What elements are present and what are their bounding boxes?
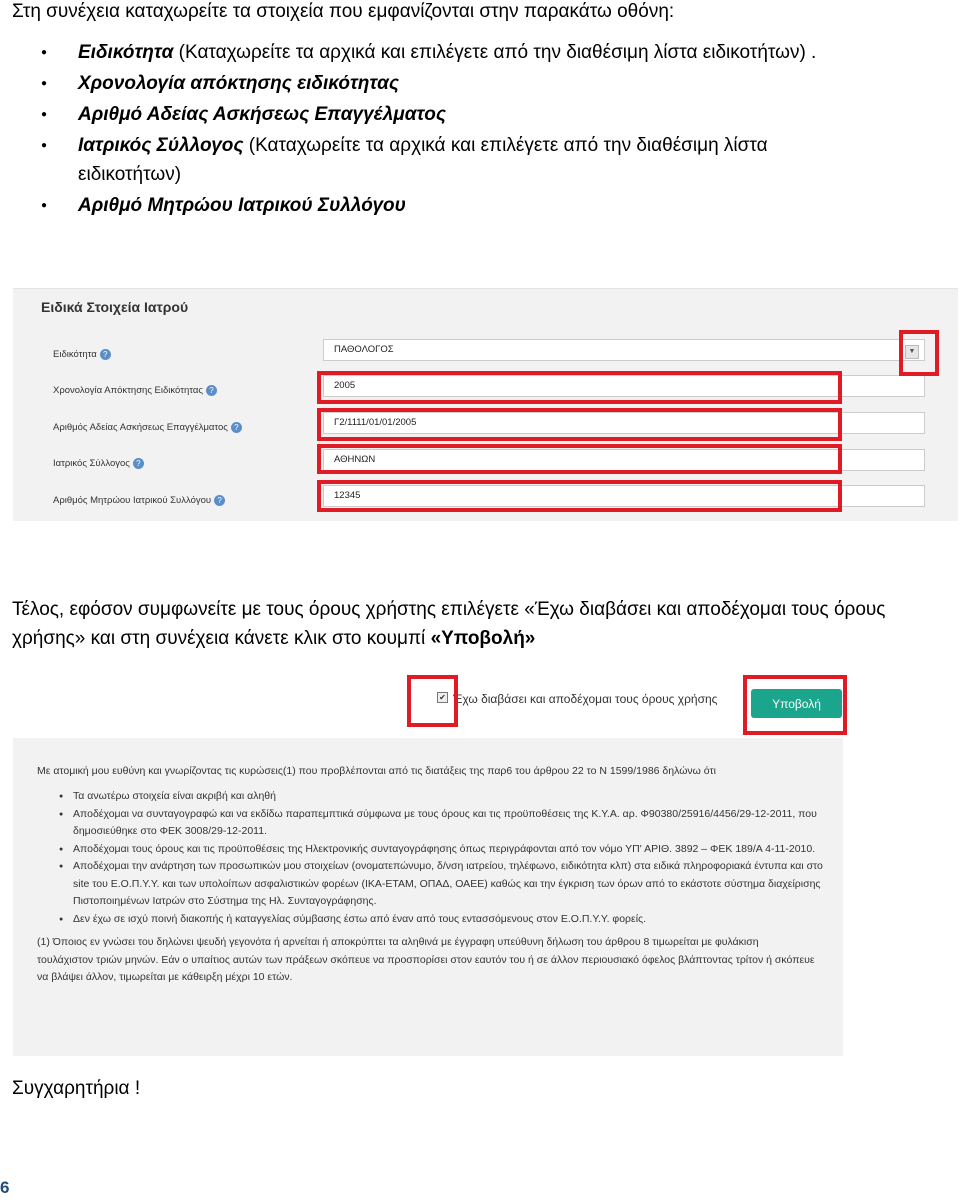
license-number-input[interactable]: Γ2/1111/01/01/2005	[323, 412, 925, 434]
field-name: Ιατρικός Σύλλογος	[78, 135, 244, 156]
highlight-box	[743, 675, 847, 735]
list-item: ● Δεν έχω σε ισχύ ποινή διακοπής ή καταγγελίας σύμβασης έστω από έναν από τους εντασσόμενους στον Ε.Ο.Π.Υ.Υ. φορείς.	[59, 911, 829, 929]
chevron-down-icon[interactable]: ▼	[905, 345, 919, 359]
help-icon[interactable]: ?	[214, 495, 225, 506]
accept-terms-checkbox[interactable]: ✔	[437, 692, 448, 703]
medical-association-input[interactable]: ΑΘΗΝΩΝ	[323, 449, 925, 471]
registry-number-input[interactable]: 12345	[323, 485, 925, 507]
field-name: Αριθμό Μητρώου Ιατρικού Συλλόγου	[78, 195, 406, 216]
fields-list	[35, 38, 835, 222]
final-instruction: Τέλος, εφόσον συμφωνείτε με τους όρους χρήστης επιλέγετε «Έχω διαβάσει και αποδέχομαι τους όρους χρήσης» και στη συνέχεια κάνετε κλικ στο κουμπί «Υποβολή»	[12, 599, 886, 649]
terms-intro: Με ατομική μου ευθύνη και γνωρίζοντας τις κυρώσεις(1) που προβλέπονται από τις διατάξεις της παρ6 του άρθρου 22 το Ν 1599/1986 δηλώνω ότι	[37, 765, 716, 777]
highlight-box	[317, 408, 842, 441]
submit-button[interactable]: Υποβολή	[751, 689, 842, 718]
congrats-text: Συγχαρητήρια !	[12, 1078, 141, 1099]
field-note: (Καταχωρείτε τα αρχικά και επιλέγετε από την διαθέσιμη λίστα ειδικοτήτων) .	[173, 42, 817, 63]
terms-list	[59, 788, 829, 928]
form-row-label: Αριθμός Μητρώου Ιατρικού Συλλόγου ?	[53, 495, 225, 506]
list-item	[35, 191, 835, 220]
list-item	[35, 100, 835, 129]
field-name: Ειδικότητα	[78, 42, 174, 63]
final-instruction-bold: «Υποβολή»	[430, 628, 536, 649]
field-name: Χρονολογία απόκτησης ειδικότητας	[78, 73, 399, 94]
terms-panel	[13, 738, 843, 1056]
list-item: ● Αποδέχομαι να συνταγογραφώ και να εκδίδω παραπεμπτικά σύμφωνα με τους όρους και τις προϋποθέσεις της Κ.Υ.Α. αρ. Φ90380/25916/4456/29-12-2011, που δημοσιεύθηκε στο ΦΕΚ 3008/29-12-2011.	[59, 806, 829, 841]
terms-footnote: (1) Όποιος εν γνώσει του δηλώνει ψευδή γεγονότα ή αρνείται ή αποκρύπτει τα αληθινά με έγγραφη υπεύθυνη δήλωση του άρθρου 8 τιμωρείται με φυλάκιση τουλάχιστον τριών μηνών. Εάν ο υπαίτιος αυτών των πράξεων σκόπευε να προσπορίσει στον εαυτόν του ή σε άλλον περιουσιακό όφελος βλάπτοντας τρίτον ή σκόπευε να βλάψει άλλον, τιμωρείται με κάθειρξη μέχρι 10 ετών.	[37, 936, 815, 983]
help-icon[interactable]: ?	[231, 422, 242, 433]
help-icon[interactable]: ?	[100, 349, 111, 360]
field-name: Αριθμό Αδείας Ασκήσεως Επαγγέλματος	[78, 104, 447, 125]
field-note: (Καταχωρείτε τα αρχικά και επιλέγετε από την διαθέσιμη λίστα ειδικοτήτων)	[78, 135, 768, 185]
panel-title: Ειδικά Στοιχεία Ιατρού	[41, 299, 189, 315]
specialty-year-input[interactable]: 2005	[323, 375, 925, 397]
form-row-label: Ιατρικός Σύλλογος ?	[53, 458, 144, 469]
intro-text: Στη συνέχεια καταχωρείτε τα στοιχεία που εμφανίζονται στην παρακάτω οθόνη:	[12, 1, 675, 22]
specialty-select[interactable]	[323, 339, 925, 361]
form-row-label: Αριθμός Αδείας Ασκήσεως Επαγγέλματος ?	[53, 422, 242, 433]
form-row-label: Ειδικότητα ?	[53, 349, 111, 360]
highlight-box	[317, 444, 842, 474]
list-item	[35, 131, 835, 189]
list-item	[35, 69, 835, 98]
list-item	[35, 38, 835, 67]
highlight-box	[899, 330, 939, 376]
help-icon[interactable]: ?	[133, 458, 144, 469]
form-row-label: Χρονολογία Απόκτησης Ειδικότητας ?	[53, 385, 217, 396]
list-item: ● Τα ανωτέρω στοιχεία είναι ακριβή και αληθή	[59, 788, 829, 806]
highlight-box	[317, 371, 842, 404]
accept-terms-label[interactable]: Έχω διαβάσει και αποδέχομαι τους όρους χρήσης	[453, 692, 718, 706]
highlight-box	[317, 480, 842, 512]
list-item: ● Αποδέχομαι την ανάρτηση των προσωπικών μου στοιχείων (ονοματεπώνυμο, δ/νση ιατρείου, τηλέφωνο, ειδικότητα κλπ) στα ειδικά πληροφοριακά έντυπα και στο site του Ε.Ο.Π.Υ.Υ. και των υπολοίπων ασφαλιστικών φορέων (ΙΚΑ-ΕΤΑΜ, ΟΠΑΔ, ΟΑΕΕ) καθώς και την έγκριση των όρων από το εκάστοτε σύστημα διαχείρισης Πιστοποιημένων Ιατρών στο Σύστημα της Ηλ. Συνταγογράφησης.	[59, 858, 829, 911]
help-icon[interactable]: ?	[206, 385, 217, 396]
page-number: 6	[0, 1178, 10, 1197]
specialty-value: ΠΑΘΟΛΟΓΟΣ	[334, 344, 394, 355]
highlight-box	[407, 675, 458, 727]
list-item: ● Αποδέχομαι τους όρους και τις προϋποθέσεις της Ηλεκτρονικής συνταγογράφησης όπως περιγράφονται από τον νόμο ΥΠ' ΑΡΙΘ. 3892 – ΦΕΚ 189/Α 4-11-2010.	[59, 841, 829, 859]
